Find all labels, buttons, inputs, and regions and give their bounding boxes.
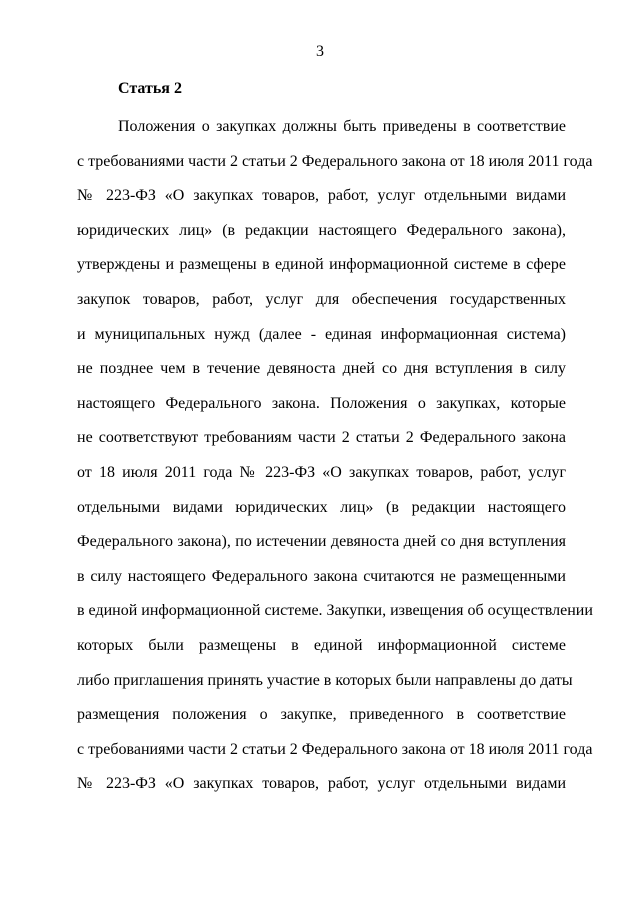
text-line: отдельными видами юридических лиц» (в редакции настоящего (77, 498, 566, 516)
text-line: размещения положения о закупке, приведенного в соответствие (77, 706, 566, 724)
text-line: и муниципальных нужд (далее - единая информационная система) (77, 325, 566, 343)
text-line: с требованиями части 2 статьи 2 Федерального закона от 18 июля 2011 года (77, 740, 593, 758)
text-line: № 223-ФЗ «О закупках товаров, работ, услуг отдельными видами (77, 775, 566, 793)
text-line: не позднее чем в течение девяноста дней со дня вступления в силу (77, 360, 566, 378)
text-line: Федерального закона), по истечении девяноста дней со дня вступления (77, 533, 566, 551)
text-line: юридических лиц» (в редакции настоящего Федерального закона), (77, 221, 566, 239)
text-line: утверждены и размещены в единой информационной системе в сфере (77, 256, 566, 274)
text-line: в силу настоящего Федерального закона считаются не размещенными (77, 567, 566, 585)
text-line: настоящего Федерального закона. Положения о закупках, которые (77, 394, 566, 412)
text-line: № 223-ФЗ «О закупках товаров, работ, услуг отдельными видами (77, 187, 566, 205)
text-line: Положения о закупках должны быть приведены в соответствие (118, 118, 566, 135)
article-body (77, 116, 593, 808)
text-line: от 18 июля 2011 года № 223-ФЗ «О закупках товаров, работ, услуг (77, 463, 566, 481)
text-line: в единой информационной системе. Закупки, извещения об осуществлении (77, 602, 593, 620)
page-number: 3 (316, 43, 324, 60)
text-line: которых были размещены в единой информационной системе (77, 636, 566, 654)
text-line: с требованиями части 2 статьи 2 Федерального закона от 18 июля 2011 года (77, 152, 593, 170)
text-line: закупок товаров, работ, услуг для обеспечения государственных (77, 290, 566, 308)
article-heading: Статья 2 (118, 80, 182, 97)
text-line: либо приглашения принять участие в которых были направлены до даты (77, 671, 573, 689)
text-line: не соответствуют требованиям части 2 статьи 2 Федерального закона (77, 429, 566, 447)
